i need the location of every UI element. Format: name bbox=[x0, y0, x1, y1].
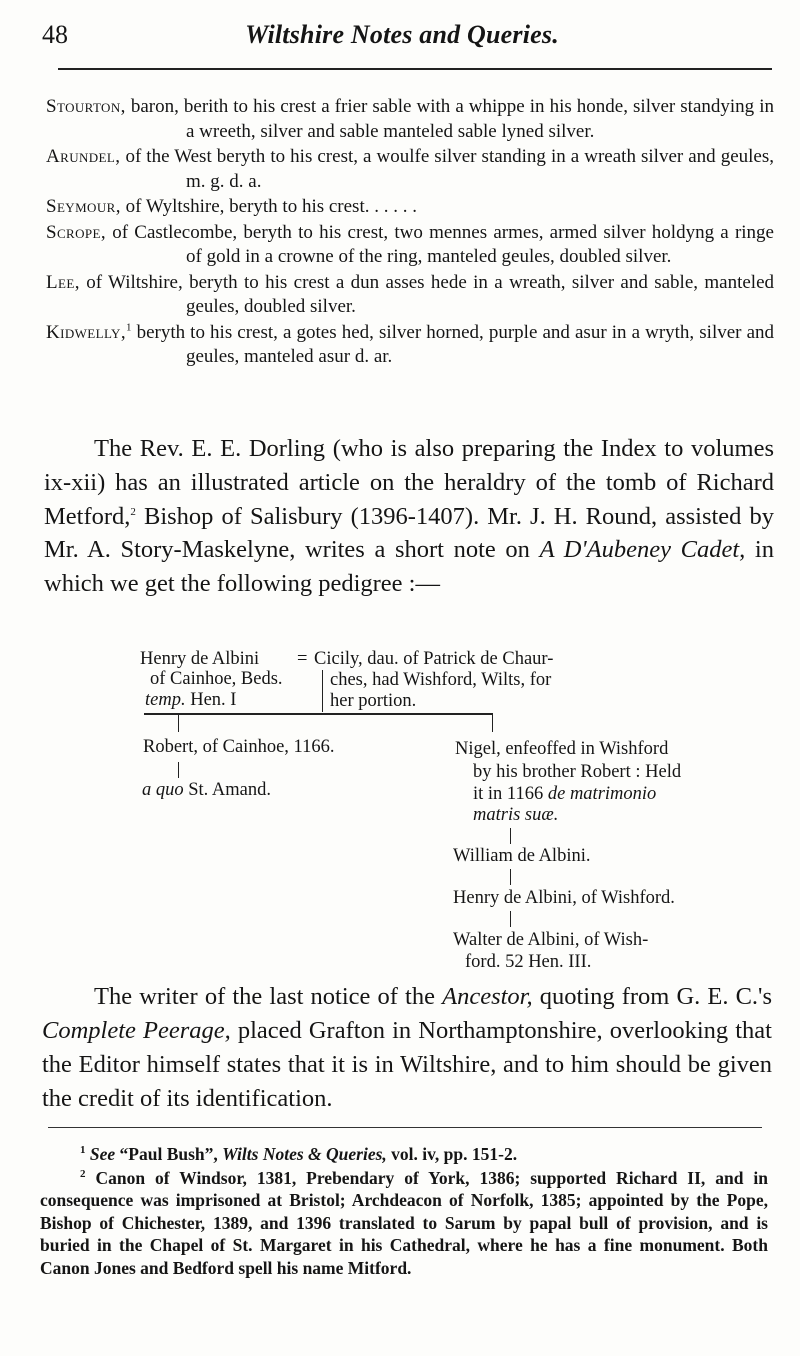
descent-horizontal-line bbox=[144, 713, 493, 715]
footnote-ref: 2 bbox=[130, 505, 136, 518]
descent-line bbox=[510, 911, 511, 927]
marriage-sign: = bbox=[297, 649, 308, 669]
walter-line-1: Walter de Albini, of Wish- bbox=[453, 930, 649, 950]
paragraph-text: The writer of the last notice of the bbox=[94, 983, 443, 1010]
paragraph-text: in which we get the following pedigree :— bbox=[44, 536, 774, 598]
paragraph-text: placed Grafton in Northamptonshire, overlooking that the Editor himself states that it is in Wiltshire, and to him should be given the credit of its identification. bbox=[42, 1017, 772, 1112]
crest-entry bbox=[46, 321, 774, 370]
henry-de-albini-date bbox=[145, 689, 236, 711]
crest-entry bbox=[46, 221, 774, 270]
descent-line bbox=[178, 762, 179, 778]
robert-name: Robert, of Cainhoe, 1166. bbox=[143, 737, 335, 757]
footnote-text: vol. iv, pp. 151-2. bbox=[386, 1144, 518, 1164]
nigel-line-2: by his brother Robert : Held bbox=[473, 762, 682, 782]
descent-line bbox=[510, 869, 511, 885]
cicily-line-2: ches, had Wishford, Wilts, for bbox=[330, 670, 552, 690]
pedigree-chart bbox=[140, 645, 780, 975]
nigel-line-3 bbox=[473, 783, 656, 805]
divider-vertical-line bbox=[322, 670, 323, 712]
a-quo-label: a quo bbox=[142, 780, 184, 800]
nigel-line-4 bbox=[473, 804, 558, 826]
crest-entries bbox=[46, 95, 774, 371]
cicily-line-3: her portion. bbox=[330, 691, 417, 711]
crest-text: of Wiltshire, beryth to his crest a dun asses hede in a wreath, silver and sable, manteled geules, doubled silver. bbox=[86, 271, 774, 317]
crest-entry bbox=[46, 271, 774, 320]
cicily-line-1: Cicily, dau. of Patrick de Chaur- bbox=[314, 649, 554, 669]
peerage-title: Complete Peerage, bbox=[42, 1017, 231, 1044]
footnote-1 bbox=[40, 1143, 768, 1166]
page-number: 48 bbox=[42, 20, 68, 49]
family-name: Lee, bbox=[46, 271, 80, 293]
footnote-2 bbox=[40, 1167, 768, 1280]
running-head bbox=[42, 20, 762, 56]
paragraph-text: Bishop of Salisbury (1396-1407). Mr. J. H. Round, assisted by Mr. A. Story-Maskelyne, writes a short note on bbox=[44, 502, 774, 564]
family-name: Arundel, bbox=[46, 146, 121, 167]
crest-entry bbox=[46, 95, 774, 144]
henry-de-albini-place: of Cainhoe, Beds. bbox=[150, 669, 283, 689]
crest-text: of the West beryth to his crest, a woulfe silver standing in a wreath silver and geules, m. g. d. a. bbox=[125, 146, 775, 192]
journal-title: Wilts Notes & Queries, bbox=[222, 1144, 387, 1164]
crest-text: of Castlecombe, beryth to his crest, two mennes armes, armed silver holdyng a ringe of gold in a crowne of the ring, manteled geules, doubled silver. bbox=[112, 221, 774, 267]
nigel-line-1: Nigel, enfeoffed in Wishford bbox=[455, 739, 669, 759]
paragraph-text: quoting from G. E. C.'s bbox=[532, 983, 773, 1010]
crest-text: beryth to his crest, a gotes hed, silver horned, purple and asur in a wryth, silver and geules, manteled asur d. ar. bbox=[136, 321, 774, 367]
william-de-albini: William de Albini. bbox=[453, 846, 591, 866]
descent-line bbox=[178, 714, 179, 732]
nigel-held-text: it in 1166 bbox=[473, 784, 548, 804]
footnotes bbox=[40, 1143, 768, 1280]
family-name: Seymour, bbox=[46, 196, 121, 217]
running-title: Wiltshire Notes and Queries. bbox=[245, 20, 559, 49]
reign-label: Hen. I bbox=[185, 690, 237, 710]
descent-line bbox=[510, 828, 511, 844]
ancestor-paragraph bbox=[42, 980, 772, 1116]
crest-entry bbox=[46, 195, 774, 220]
nigel-latin-text: matris suæ. bbox=[473, 805, 559, 825]
family-name: Kidwelly, bbox=[46, 321, 126, 343]
dorling-paragraph bbox=[44, 432, 774, 601]
henry-de-albini-name: Henry de Albini bbox=[140, 649, 260, 669]
footnote-mark: 1 bbox=[80, 1144, 86, 1157]
crest-entry bbox=[46, 145, 774, 194]
crest-text: of Wyltshire, beryth to his crest. . . . . . bbox=[125, 196, 417, 217]
st-amand-label: St. Amand. bbox=[183, 780, 271, 800]
henry-de-albini-wishford: Henry de Albini, of Wishford. bbox=[453, 888, 675, 908]
family-name: Scrope, bbox=[46, 221, 107, 243]
ancestor-title: Ancestor, bbox=[442, 983, 533, 1010]
walter-line-2: ford. 52 Hen. III. bbox=[465, 952, 592, 972]
paragraph-text: The Rev. E. E. Dorling (who is also preparing the Index to volumes ix-xii) has an illustrated article on the heraldry of the tomb of Richard Metford, bbox=[44, 435, 774, 530]
nigel-latin-text: de matrimonio bbox=[547, 784, 657, 804]
header-rule bbox=[58, 68, 772, 70]
footnote-mark: 2 bbox=[80, 1167, 86, 1180]
descent-line bbox=[492, 714, 493, 732]
robert-descendant bbox=[142, 779, 271, 801]
article-title: A D'Aubeney Cadet, bbox=[539, 536, 746, 564]
footnote-text: Canon of Windsor, 1381, Prebendary of York, 1386; supported Richard II, and in consequence was imprisoned at Bristol; Archdeacon of Norfolk, 1385; appointed by the Pope, Bishop of Chichester, 1389, and 1396 translated to Sarum by papal bull of provision, and is buried in the Chapel of St. Margaret in his Cathedral, where he has a fine monument. Both Canon Jones and Bedford spell his name Mitford. bbox=[40, 1167, 768, 1278]
footnote-ref: 1 bbox=[125, 321, 132, 334]
temp-label: temp. bbox=[145, 690, 186, 710]
see-label: See bbox=[89, 1144, 116, 1164]
crest-text: baron, berith to his crest a frier sable with a whippe in his honde, silver standying in a wreeth, silver and sable manteled sable lyned silver. bbox=[130, 96, 775, 142]
footnote-rule bbox=[48, 1127, 762, 1128]
footnote-text: “Paul Bush”, bbox=[115, 1144, 223, 1164]
family-name: Stourton, bbox=[46, 96, 126, 117]
